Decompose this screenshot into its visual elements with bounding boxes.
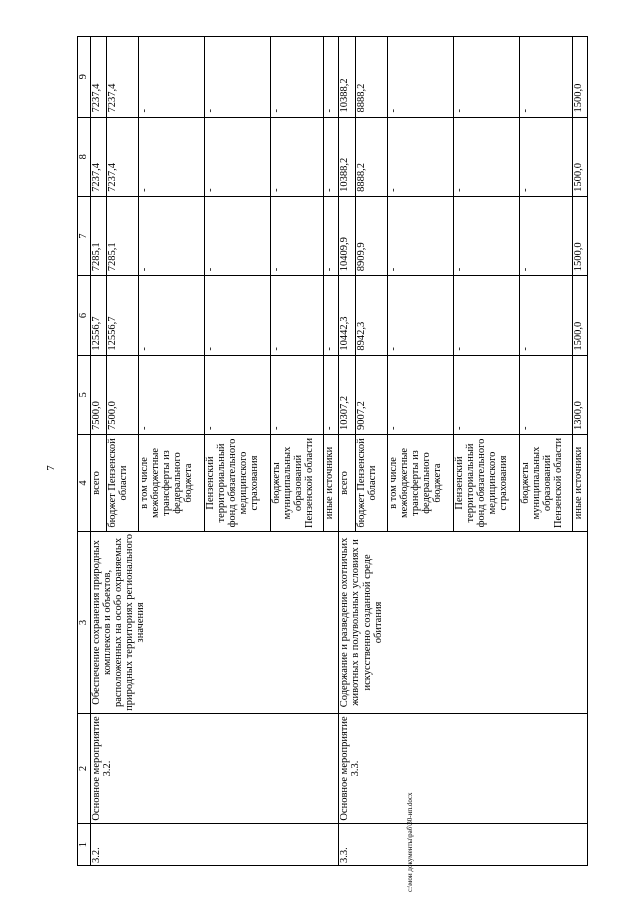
amount-cell: 10409,9 [339,196,355,275]
funding-source-label: всего [91,434,107,531]
funding-source-label: иные источники [572,434,587,531]
column-number: 3 [78,531,91,713]
amount-cell: - [387,355,453,434]
amount-cell: 1500,0 [572,196,587,275]
amount-cell: 9007,2 [355,355,387,434]
amount-cell: 8942,3 [355,276,387,355]
column-number: 4 [78,434,91,531]
funding-source-label: Пензенский территориальный фонд обязательного медицинского страхования [453,434,519,531]
funding-source-label: бюджеты муниципальных образований Пензенской области [519,434,572,531]
amount-cell: - [139,276,205,355]
row-id-cell: 3.2. [91,824,339,866]
amount-cell: 7500,0 [107,355,139,434]
amount-cell: - [387,196,453,275]
amount-cell: 8909,9 [355,196,387,275]
amount-cell: - [453,37,519,118]
rotated-table-container [77,36,588,866]
funding-source-label: бюджет Пензенской области [355,434,387,531]
budget-table [77,36,588,866]
amount-cell: - [324,117,339,196]
amount-cell: - [139,37,205,118]
file-path-footer: c:\мои документы\раб\30-ип.docx [406,792,414,892]
funding-source-label: бюджеты муниципальных образований Пензенской области [271,434,324,531]
amount-cell: - [205,37,271,118]
column-number: 2 [78,713,91,823]
amount-cell: 10388,2 [339,117,355,196]
amount-cell: - [519,355,572,434]
amount-cell: 7237,4 [107,117,139,196]
amount-cell: - [205,276,271,355]
column-number: 6 [78,276,91,355]
funding-source-label: в том числе межбюджетные трансферты из федерального бюджета [387,434,453,531]
table-row [339,37,355,866]
amount-cell: - [453,355,519,434]
amount-cell: 1300,0 [572,355,587,434]
funding-source-label: всего [339,434,355,531]
funding-source-label: иные источники [324,434,339,531]
amount-cell: - [139,117,205,196]
column-number: 5 [78,355,91,434]
amount-cell: - [139,196,205,275]
column-number: 9 [78,37,91,118]
row-id-cell: 3.3. [339,824,588,866]
amount-cell: 7285,1 [107,196,139,275]
amount-cell: 10442,3 [339,276,355,355]
amount-cell: - [271,196,324,275]
amount-cell: - [387,37,453,118]
amount-cell: - [205,196,271,275]
funding-source-label: бюджет Пензенской области [107,434,139,531]
amount-cell: 1500,0 [572,276,587,355]
amount-cell: - [387,276,453,355]
amount-cell: 8888,2 [355,37,387,118]
column-number: 8 [78,117,91,196]
amount-cell: 7237,4 [91,37,107,118]
amount-cell: 1500,0 [572,37,587,118]
amount-cell: 10307,2 [339,355,355,434]
amount-cell: - [387,117,453,196]
amount-cell: 1500,0 [572,117,587,196]
amount-cell: - [271,276,324,355]
amount-cell: 7237,4 [107,37,139,118]
amount-cell: - [324,196,339,275]
amount-cell: - [324,276,339,355]
amount-cell: 12556,7 [107,276,139,355]
funding-source-label: в том числе межбюджетные трансферты из федерального бюджета [139,434,205,531]
column-number-row [78,37,91,866]
amount-cell: - [271,117,324,196]
column-number: 7 [78,196,91,275]
amount-cell: 7500,0 [91,355,107,434]
column-number: 1 [78,824,91,866]
amount-cell: 7237,4 [91,117,107,196]
amount-cell: - [324,355,339,434]
measure-description-cell: Обеспечение сохранения природных комплексов и объектов, расположенных на особо охраняемых природных территориях регионального значения [91,531,339,713]
amount-cell: 7285,1 [91,196,107,275]
amount-cell: - [453,276,519,355]
amount-cell: 8888,2 [355,117,387,196]
amount-cell: - [519,196,572,275]
amount-cell: - [519,276,572,355]
amount-cell: - [271,355,324,434]
amount-cell: - [519,37,572,118]
funding-source-label: Пензенский территориальный фонд обязательного медицинского страхования [205,434,271,531]
amount-cell: 10388,2 [339,37,355,118]
amount-cell: - [205,117,271,196]
page-number: 7 [45,465,57,471]
measure-description-cell: Содержание и разведение охотничьих животных в полувольных условиях и искусственно созданной среде обитания [339,531,588,713]
amount-cell: - [453,117,519,196]
amount-cell: - [519,117,572,196]
amount-cell: - [453,196,519,275]
measure-name-cell: Основное мероприятие 3.3. [339,713,588,823]
amount-cell: - [139,355,205,434]
amount-cell: 12556,7 [91,276,107,355]
amount-cell: - [271,37,324,118]
measure-name-cell: Основное мероприятие 3.2. [91,713,339,823]
amount-cell: - [324,37,339,118]
amount-cell: - [205,355,271,434]
table-row [91,37,107,866]
